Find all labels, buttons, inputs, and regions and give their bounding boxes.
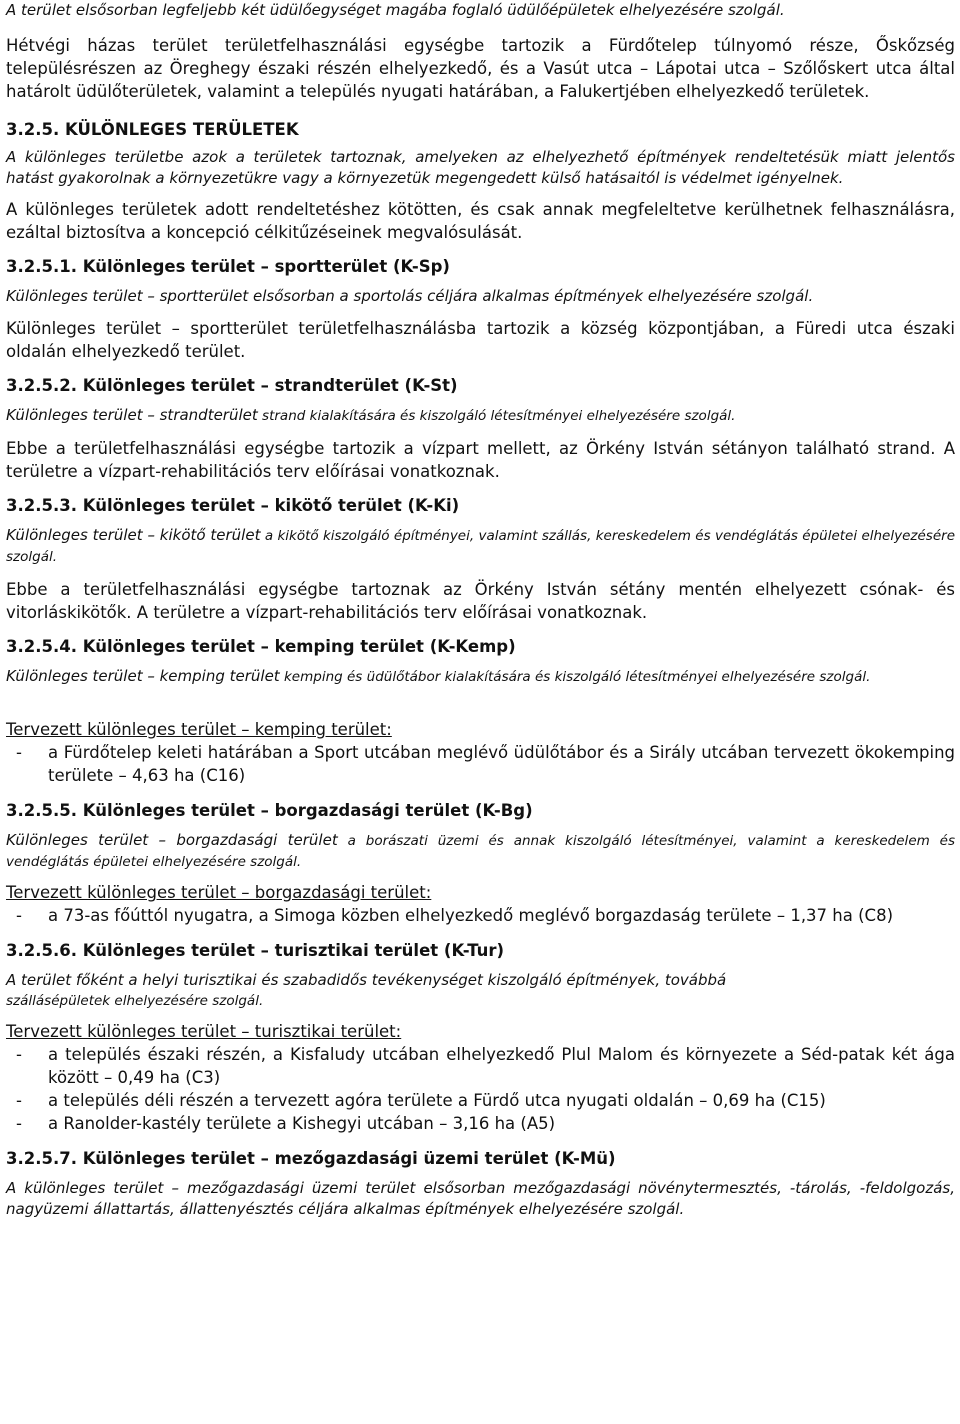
definition-lead: Különleges terület – strandterület: [6, 406, 258, 424]
list-dash: -: [16, 906, 22, 925]
intro-line: A terület elsősorban legfeljebb két üdülőegységet magába foglaló üdülőépületek elhelyezésére szolgál.: [6, 1, 785, 19]
list-dash: -: [16, 1114, 22, 1133]
list-item: [6, 1112, 955, 1135]
section-paragraph-3-2-5-2: Ebbe a területfelhasználási egységbe tartozik a vízpart mellett, az Örkény István sétányon található strand. A területre a vízpart-rehabilitációs terv előírásai vonatkoznak.: [6, 439, 955, 481]
list-item: [6, 904, 955, 927]
section-heading-3-2-5: 3.2.5. KÜLÖNLEGES TERÜLETEK: [6, 120, 299, 139]
section-definition-3-2-5-4: [6, 666, 955, 688]
definition-lead: Különleges terület – kikötő terület: [6, 526, 261, 544]
section-definition-3-2-5-6-line2: szállásépületek elhelyezésére szolgál.: [6, 993, 264, 1009]
definition-lead: Különleges terület – borgazdasági terület: [6, 831, 338, 849]
definition-rest: kemping és üdülőtábor kialakítására és kiszolgáló létesítményei elhelyezésére szolgál.: [279, 669, 871, 685]
definition-rest: a borászati üzemi és annak kiszolgáló létesítményei, valamint a kereskedelem és vendéglátás épületei elhelyezésére szolgál.: [6, 833, 955, 870]
list-item-text: a település északi részén, a Kisfaludy utcában elhelyezkedő Plul Malom és környezete a Séd-patak két ága között – 0,49 ha (C3): [48, 1045, 955, 1087]
section-paragraph-3-2-5-1: Különleges terület – sportterület területfelhasználásba tartozik a község központjában, a Füredi utca északi oldalán elhelyezkedő terület.: [6, 319, 955, 361]
section-heading-3-2-5-6: 3.2.5.6. Különleges terület – turisztikai terület (K-Tur): [6, 941, 505, 960]
section-heading-3-2-5-4: 3.2.5.4. Különleges terület – kemping terület (K-Kemp): [6, 637, 516, 656]
list-item-text: a Ranolder-kastély területe a Kishegyi utcában – 3,16 ha (A5): [48, 1114, 556, 1133]
section-paragraph-3-2-5: A különleges területek adott rendeltetéshez kötötten, és csak annak megfeleltetve kerülhetnek felhasználásra, ezáltal biztosítva a koncepció célkitűzéseinek megvalósulását.: [6, 200, 955, 242]
definition-rest: strand kialakítására és kiszolgáló létesítményei elhelyezésére szolgál.: [257, 408, 736, 424]
list-item-text: a 73-as főúttól nyugatra, a Simoga közben elhelyezkedő meglévő borgazdaság területe – 1,37 ha (C8): [48, 906, 894, 925]
definition-rest: a kikötő kiszolgáló építményei, valamint szállás, kereskedelem és vendéglátás épületei elhelyezésére szolgál.: [6, 528, 955, 565]
section-definition-3-2-5: A különleges területbe azok a területek tartoznak, amelyeken az elhelyezhető építmények rendeltetésük miatt jelentős hatást gyakorolnak a környezetükre vagy a környezetük megengedett külső hatásaitól is védelmet igényelnek.: [6, 148, 955, 187]
section-heading-3-2-5-7: 3.2.5.7. Különleges terület – mezőgazdasági üzemi terület (K-Mü): [6, 1149, 616, 1168]
list-item: [6, 1043, 955, 1089]
section-heading-3-2-5-3: 3.2.5.3. Különleges terület – kikötő terület (K-Ki): [6, 496, 460, 515]
section-definition-3-2-5-2: [6, 405, 955, 427]
section-definition-3-2-5-3: [6, 525, 955, 568]
section-heading-3-2-5-1: 3.2.5.1. Különleges terület – sportterület (K-Sp): [6, 257, 450, 276]
list-item: [6, 741, 955, 787]
planned-heading-kemping: Tervezett különleges terület – kemping terület:: [6, 720, 392, 739]
list-dash: -: [16, 1091, 22, 1110]
section-definition-3-2-5-1: Különleges terület – sportterület elsősorban a sportolás céljára alkalmas építmények elhelyezésére szolgál.: [6, 287, 814, 305]
section-heading-3-2-5-5: 3.2.5.5. Különleges terület – borgazdasági terület (K-Bg): [6, 801, 533, 820]
section-definition-3-2-5-6-line1: A terület főként a helyi turisztikai és szabadidős tevékenységet kiszolgáló építmények, továbbá: [6, 971, 727, 989]
list-item-text: a Fürdőtelep keleti határában a Sport utcában meglévő üdülőtábor és a Sirály utcában tervezett ökokemping területe – 4,63 ha (C16): [48, 743, 955, 785]
list-item-text: a település déli részén a tervezett agóra területe a Fürdő utca nyugati oldalán – 0,69 ha (C15): [48, 1091, 826, 1110]
section-definition-3-2-5-7: A különleges terület – mezőgazdasági üzemi terület elsősorban mezőgazdasági növénytermesztés, -tárolás, -feldolgozás, nagyüzemi állattartás, állattenyésztés céljára alkalmas építmények elhelyezésére szolgál.: [6, 1179, 955, 1218]
section-definition-3-2-5-5: [6, 830, 955, 873]
definition-lead: Különleges terület – kemping terület: [6, 667, 280, 685]
planned-heading-turisztikai: Tervezett különleges terület – turisztikai terület:: [6, 1022, 402, 1041]
list-dash: -: [16, 1045, 22, 1064]
section-paragraph-3-2-5-3: Ebbe a területfelhasználási egységbe tartoznak az Örkény István sétány mentén elhelyezett csónak- és vitorláskikötők. A területre a vízpart-rehabilitációs terv előírásai vonatkoznak.: [6, 580, 955, 622]
list-item: [6, 1089, 955, 1112]
planned-heading-borgazdasagi: Tervezett különleges terület – borgazdasági terület:: [6, 883, 432, 902]
section-heading-3-2-5-2: 3.2.5.2. Különleges terület – strandterület (K-St): [6, 376, 458, 395]
list-dash: -: [16, 743, 22, 762]
hetvegi-paragraph: Hétvégi házas terület területfelhasználási egységbe tartozik a Fürdőtelep túlnyomó része, Őskőzség településrészen az Öreghegy északi részén elhelyezkedő, és a Vasút utca – Lápotai utca – Szőlőskert utca által határolt üdülőterületek, valamint a település nyugati határában, a Falukertjében elhelyezkedő területek.: [6, 36, 955, 101]
